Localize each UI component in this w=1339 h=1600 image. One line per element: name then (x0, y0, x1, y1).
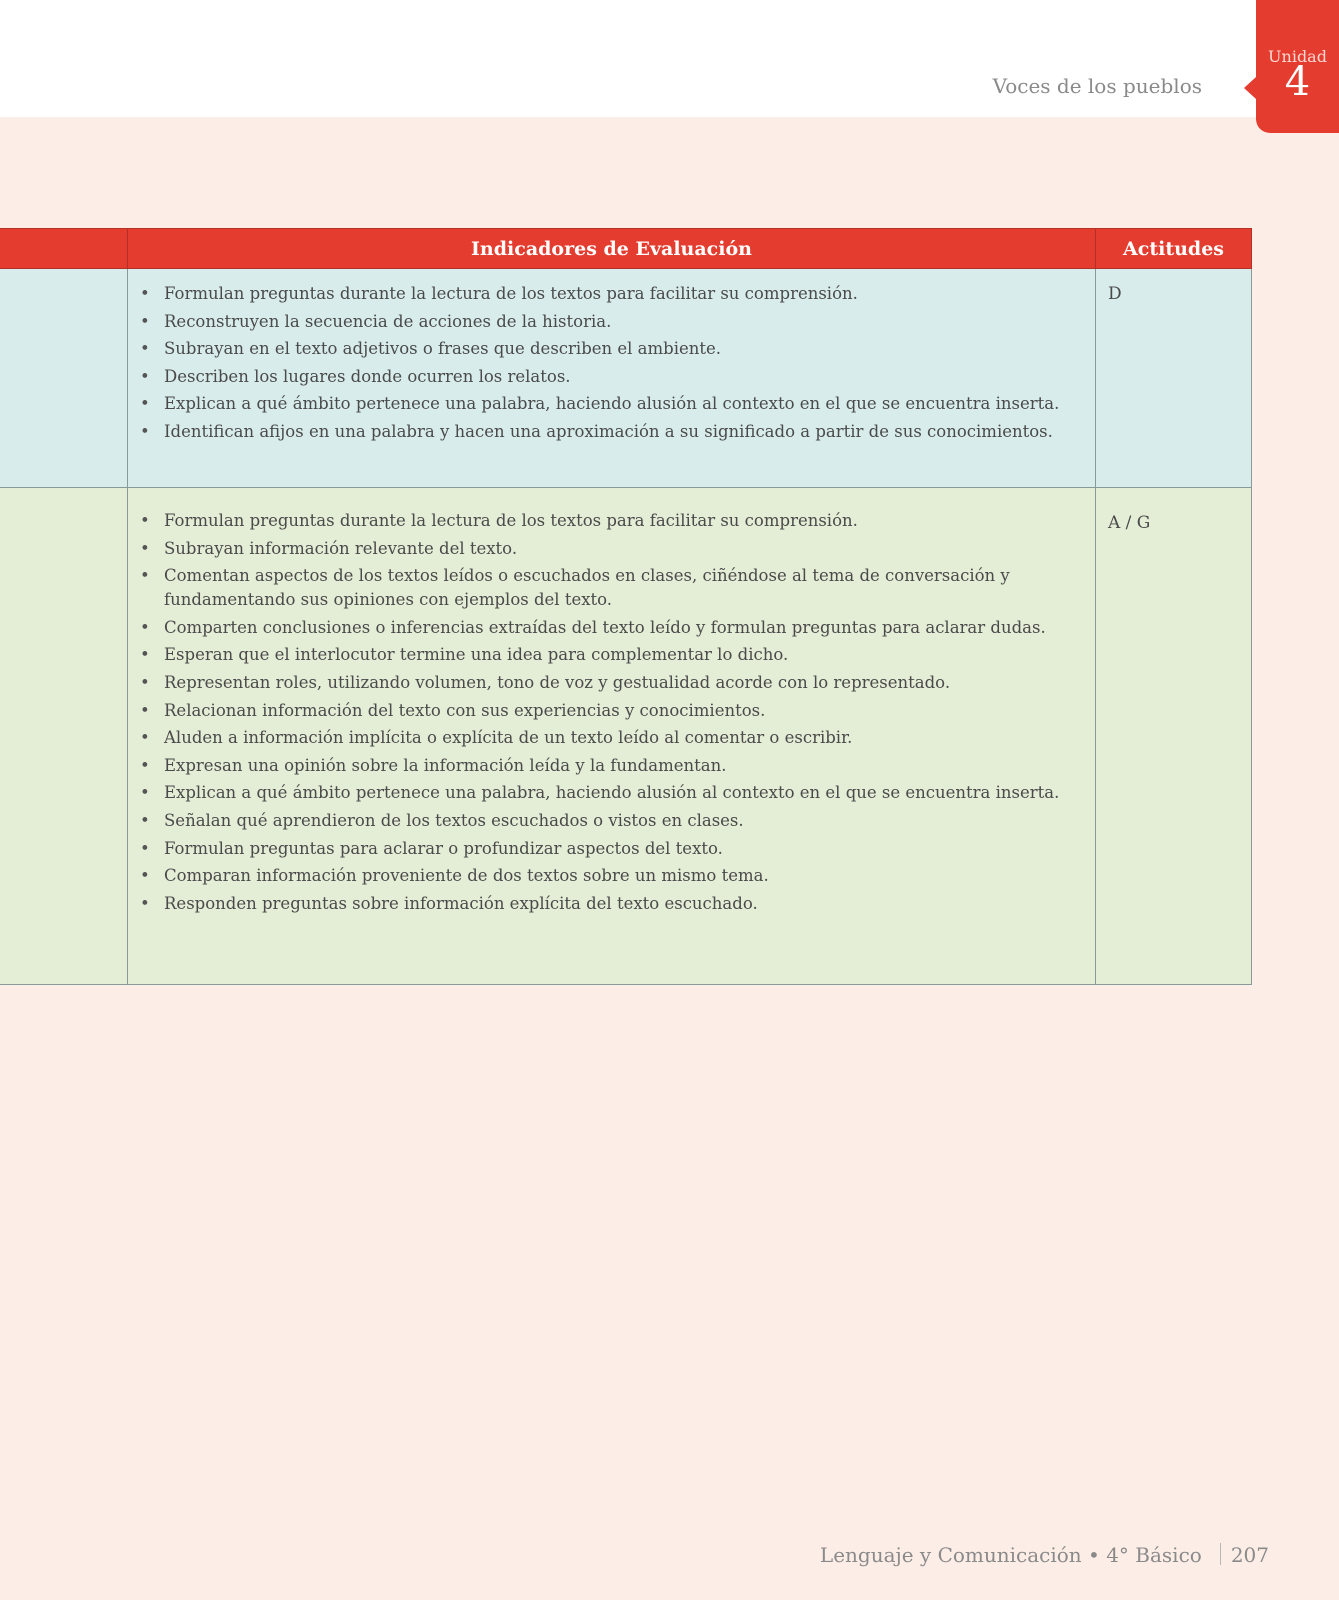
page-number: 207 (1230, 1543, 1269, 1567)
list-item: • Reconstruyen la secuencia de acciones de la historia. (140, 308, 1075, 336)
unit-label: Unidad (1268, 47, 1327, 66)
table-cell-blank (0, 269, 128, 488)
header-band (0, 0, 1339, 117)
list-item: • Explican a qué ámbito pertenece una palabra, haciendo alusión al contexto en el que se encuentra inserta. (140, 390, 1075, 418)
list-item: • Subrayan en el texto adjetivos o frases que describen el ambiente. (140, 335, 1075, 363)
attitudes-cell: A / G (1096, 488, 1252, 985)
table-header-indicators: Indicadores de Evaluación (128, 229, 1096, 269)
list-item: • Formulan preguntas durante la lectura de los textos para facilitar su comprensión. (140, 280, 1075, 308)
table-row (0, 488, 1252, 985)
indicator-list (128, 280, 1095, 446)
list-item: • Responden preguntas sobre información explícita del texto escuchado. (140, 892, 1075, 916)
footer-book-title: Lenguaje y Comunicación • 4° Básico (819, 1543, 1202, 1567)
indicators-cell (128, 269, 1096, 488)
table-row (0, 269, 1252, 488)
table-header-blank (0, 229, 128, 269)
list-item: • Expresan una opinión sobre la información leída y la fundamentan. (140, 754, 1075, 778)
list-item: • Comparten conclusiones o inferencias extraídas del texto leído y formulan preguntas para aclarar dudas. (140, 616, 1075, 640)
table-cell-blank (0, 488, 128, 985)
list-item: • Formulan preguntas durante la lectura de los textos para facilitar su comprensión. (140, 509, 1075, 533)
list-item: • Representan roles, utilizando volumen, tono de voz y gestualidad acorde con lo representado. (140, 671, 1075, 695)
page-footer (820, 1543, 1269, 1567)
unit-tab (1256, 0, 1339, 133)
list-item: • Comparan información proveniente de dos textos sobre un mismo tema. (140, 864, 1075, 888)
list-item: • Subrayan información relevante del texto. (140, 537, 1075, 561)
list-item: • Aluden a información implícita o explícita de un texto leído al comentar o escribir. (140, 726, 1075, 750)
attitudes-cell: D (1096, 269, 1252, 488)
unit-number: 4 (1284, 59, 1311, 105)
list-item: • Formulan preguntas para aclarar o profundizar aspectos del texto. (140, 837, 1075, 861)
unit-title: Voces de los pueblos (992, 74, 1202, 98)
indicators-cell (128, 488, 1096, 985)
table-header-row (0, 229, 1252, 269)
evaluation-table (0, 228, 1251, 985)
footer-divider (1220, 1543, 1221, 1565)
list-item: • Relacionan información del texto con sus experiencias y conocimientos. (140, 699, 1075, 723)
list-item: • Explican a qué ámbito pertenece una palabra, haciendo alusión al contexto en el que se encuentra inserta. (140, 781, 1075, 805)
indicator-list (128, 509, 1095, 916)
list-item: • Identifican afijos en una palabra y hacen una aproximación a su significado a partir de sus conocimientos. (140, 418, 1075, 446)
list-item: • Esperan que el interlocutor termine una idea para complementar lo dicho. (140, 643, 1075, 667)
list-item: • Señalan qué aprendieron de los textos escuchados o vistos en clases. (140, 809, 1075, 833)
table-header-attitudes: Actitudes (1096, 229, 1252, 269)
list-item: • Describen los lugares donde ocurren los relatos. (140, 363, 1075, 391)
list-item: • Comentan aspectos de los textos leídos o escuchados en clases, ciñéndose al tema de conversación y fundamentando sus opiniones con ejemplos del texto. (140, 564, 1075, 612)
